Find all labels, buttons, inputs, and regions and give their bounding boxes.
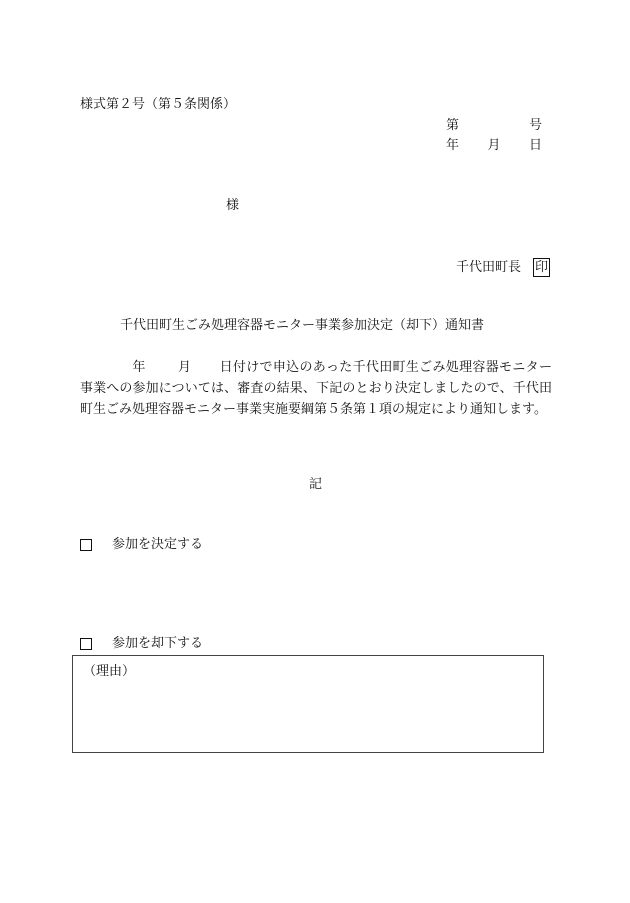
issue-date: [446, 139, 542, 152]
reject-checkbox[interactable]: [80, 638, 92, 650]
option-approve[interactable]: [80, 538, 203, 551]
body-text: 日付けで申込のあった千代田町生ごみ処理容器モニター事業への参加については、審査の結果、下記のとおり決定しましたので、千代田町生ごみ処理容器モニター事業実施要綱第５条第１項の規定により通知します。: [80, 360, 552, 417]
approve-checkbox[interactable]: [80, 539, 92, 551]
approve-label: 参加を決定する: [112, 537, 204, 552]
seal-stamp: 印: [535, 260, 549, 275]
body-paragraph: [80, 357, 552, 420]
document-number: [446, 119, 542, 132]
form-number: 様式第２号（第５条関係）: [80, 97, 237, 112]
note-heading: 記: [309, 477, 323, 492]
document-number-suffix: 号: [528, 118, 542, 133]
issuer: [456, 258, 550, 277]
date-month: 月: [487, 138, 501, 153]
reject-label: 参加を却下する: [112, 636, 204, 651]
body-date-month: 月: [177, 360, 192, 375]
date-year: 年: [446, 138, 460, 153]
issuer-title: 千代田町長: [456, 260, 522, 275]
document-title: 千代田町生ごみ処理容器モニター事業参加決定（却下）通知書: [120, 318, 485, 333]
body-date-year: 年: [132, 360, 146, 375]
date-day: 日: [528, 138, 542, 153]
option-reject[interactable]: [80, 637, 203, 650]
reason-box[interactable]: [72, 655, 544, 753]
document-number-prefix: 第: [446, 118, 460, 133]
reason-label: （理由）: [83, 664, 136, 679]
addressee-honorific: 様: [226, 198, 240, 213]
